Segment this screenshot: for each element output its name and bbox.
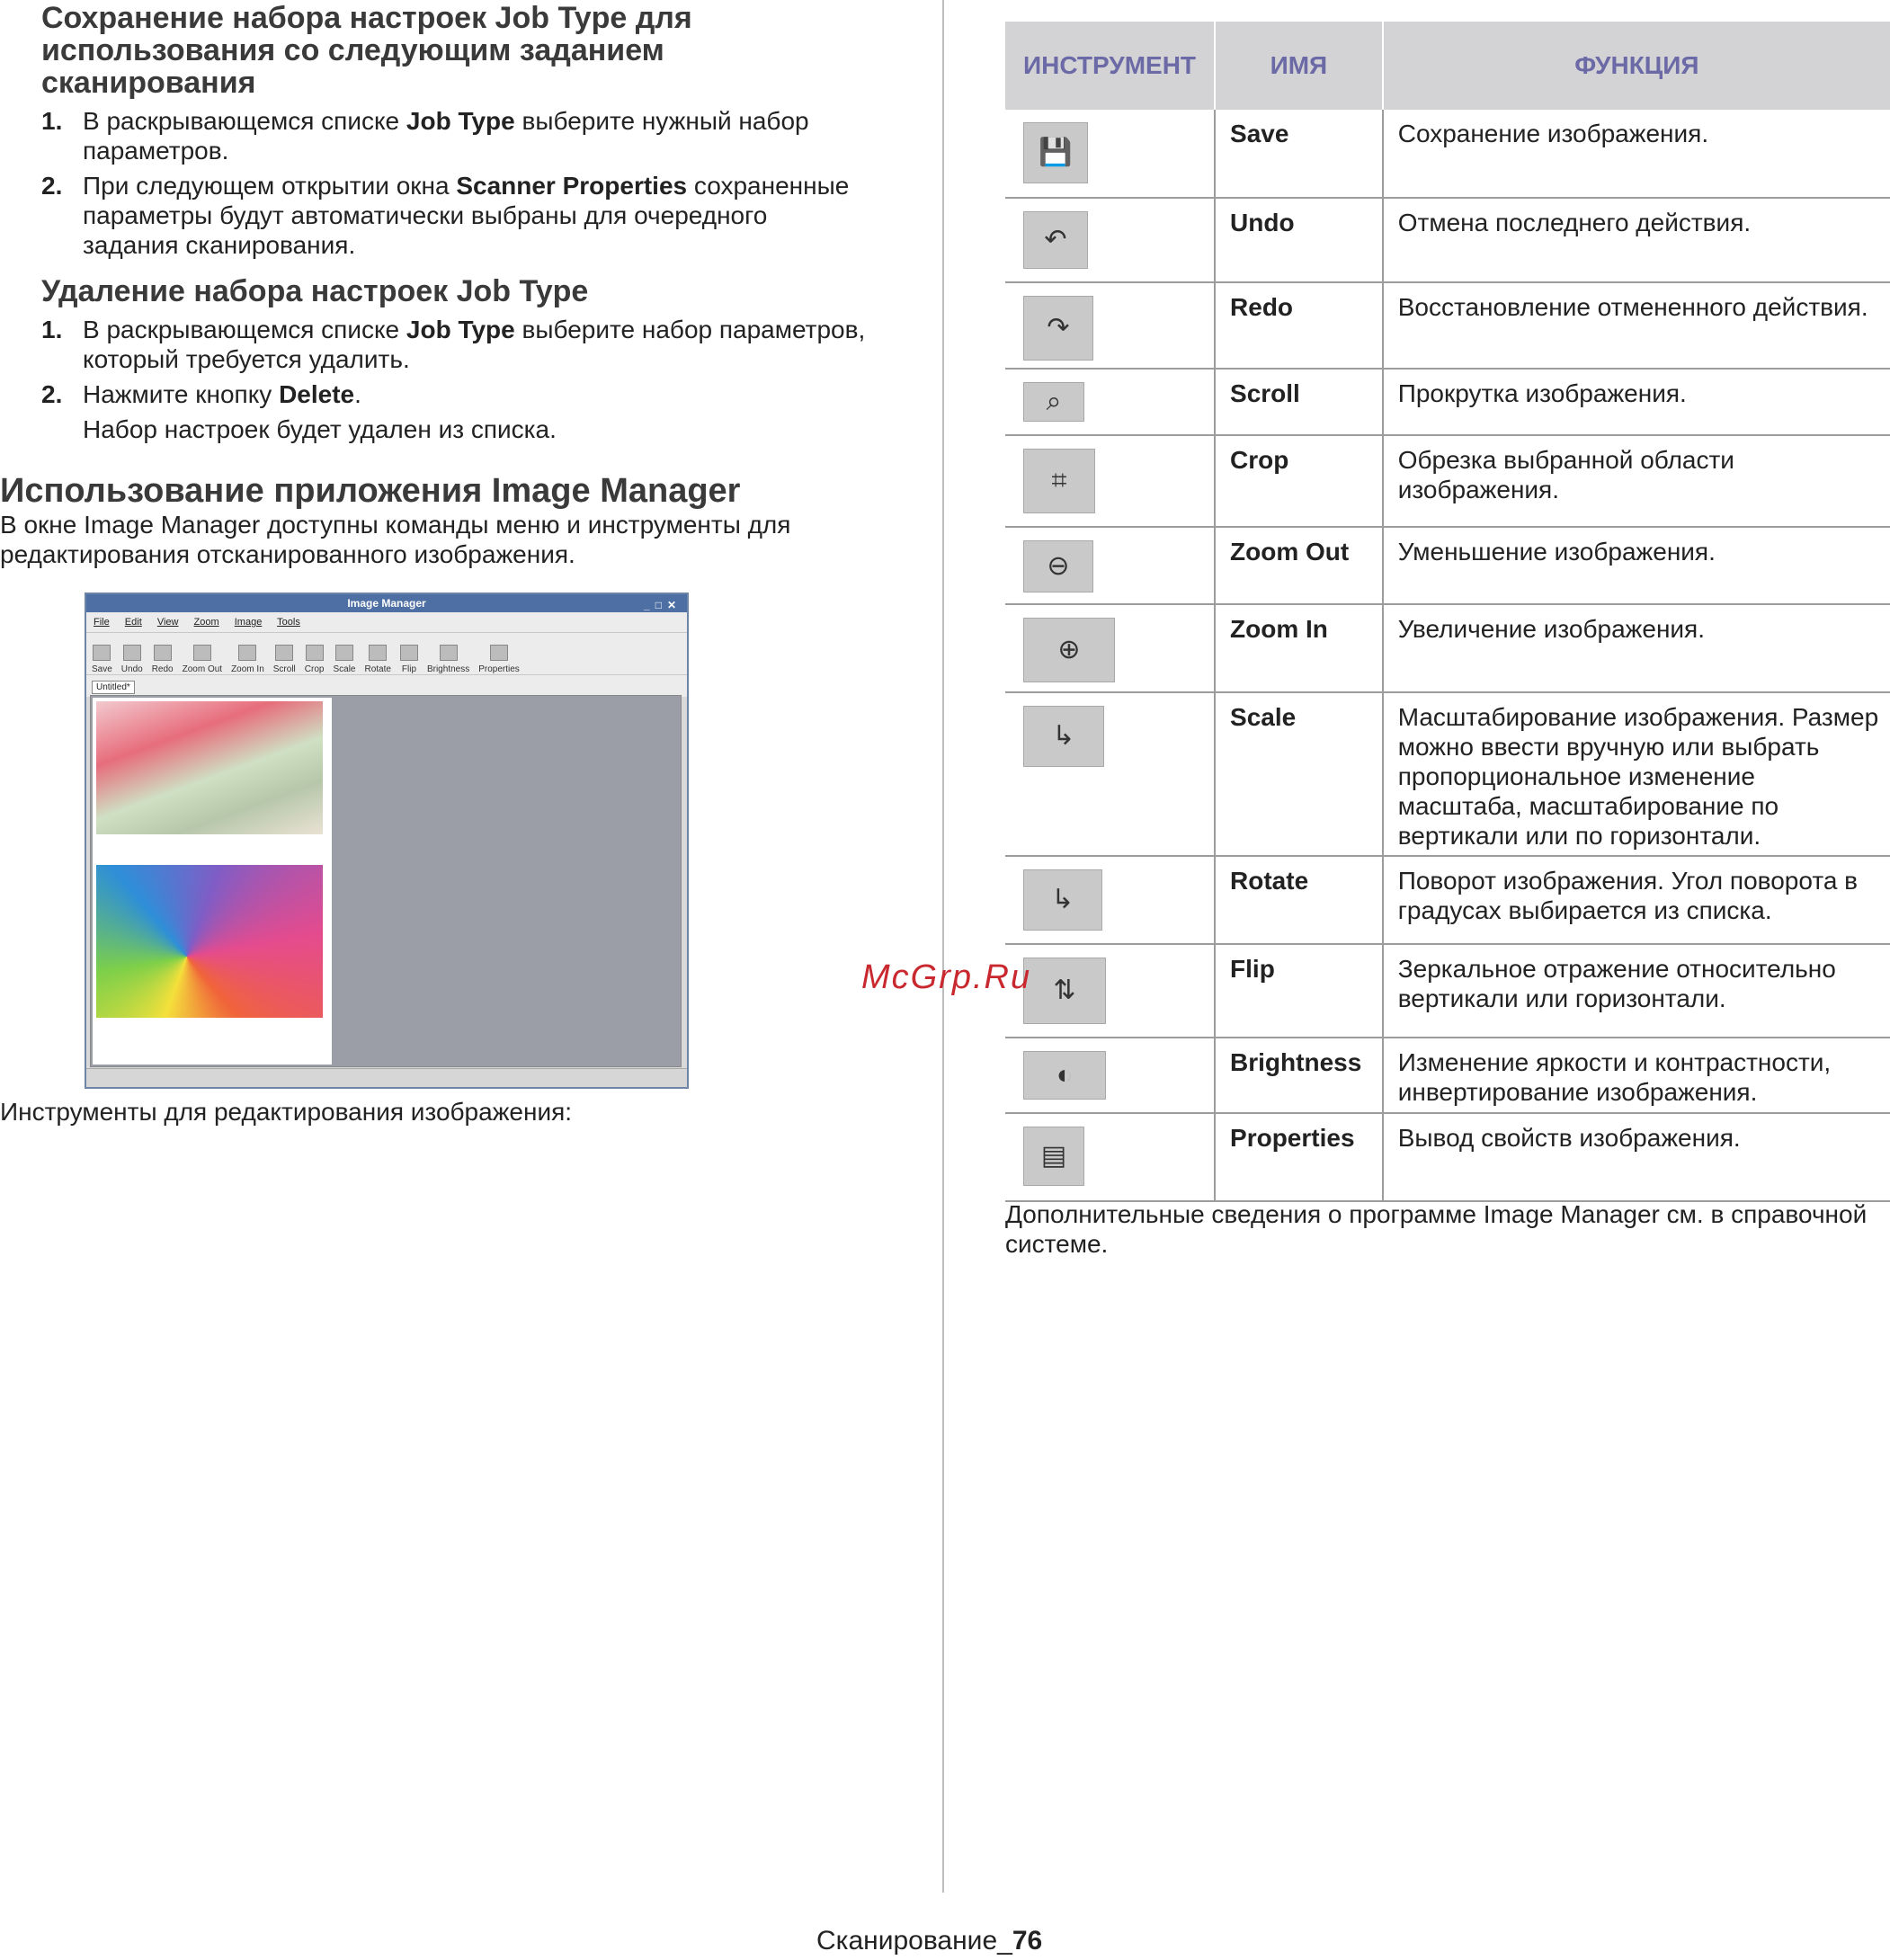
tools-table-row: [1005, 1113, 1890, 1201]
window-title: Image Manager: [347, 597, 426, 610]
tool-function: Восстановление отмененного действия.: [1383, 282, 1890, 369]
image-manager-intro: В окне Image Manager доступны команды меню и инструменты для редактирования отсканированного изображения.: [0, 511, 791, 568]
tool-icon-cell: [1005, 198, 1215, 282]
tool-function: Прокрутка изображения.: [1383, 369, 1890, 435]
tools-table-header: [1005, 22, 1890, 110]
tools-table-row: [1005, 527, 1890, 604]
tools-table: [1005, 22, 1890, 1202]
toolbar-scale-icon: [335, 645, 353, 661]
toolbar-scroll: Scroll: [273, 645, 296, 674]
delete-step-1: 1. В раскрывающемся списке Job Type выберите набор параметров, который требуется удалить.: [41, 316, 866, 373]
scale-icon: ↳: [1023, 706, 1104, 767]
menu-tools: Tools: [277, 617, 300, 628]
tool-name: Undo: [1215, 198, 1383, 282]
tool-name: Zoom Out: [1215, 527, 1383, 604]
tools-table-row: [1005, 282, 1890, 369]
flowers-cat-photo: [96, 701, 323, 834]
delete-step-2: 2. Нажмите кнопку Delete.: [41, 380, 361, 408]
window-statusbar: [86, 1068, 687, 1087]
tool-function: Изменение яркости и контрастности, инвертирование изображения.: [1383, 1038, 1890, 1113]
tool-name: Properties: [1215, 1113, 1383, 1201]
tools-table-row: [1005, 1038, 1890, 1113]
tool-icon-cell: [1005, 527, 1215, 604]
brightness-icon: ◐: [1023, 1051, 1106, 1100]
toolbar-save-icon: [93, 645, 111, 661]
tool-name: Brightness: [1215, 1038, 1383, 1113]
tool-name: Flip: [1215, 944, 1383, 1038]
save-job-type-heading: Сохранение набора настроек Job Type для использования со следующим заданием сканирования: [41, 1, 692, 100]
delete-steps-list: [41, 315, 869, 409]
image-canvas: [90, 695, 682, 1067]
save-icon: 💾: [1023, 122, 1088, 183]
tool-function: Вывод свойств изображения.: [1383, 1113, 1890, 1201]
delete-note: Набор настроек будет удален из списка.: [83, 415, 557, 443]
tool-function: Зеркальное отражение относительно вертикали или горизонтали.: [1383, 944, 1890, 1038]
window-toolbar: [86, 633, 687, 675]
tools-table-row: [1005, 856, 1890, 944]
toolbar-scroll-icon: [275, 645, 293, 661]
toolbar-redo-icon: [154, 645, 172, 661]
delete-job-type-heading: Удаление набора настроек Job Type: [41, 274, 589, 308]
crop-icon: ⌗: [1023, 449, 1095, 513]
tools-table-row: [1005, 604, 1890, 692]
toolbar-undo: Undo: [121, 645, 143, 674]
tool-function: Уменьшение изображения.: [1383, 527, 1890, 604]
window-menubar: [86, 612, 687, 633]
toolbar-rotate: Rotate: [364, 645, 390, 674]
window-titlebar: [86, 594, 687, 612]
delete-job-type-section: [41, 275, 869, 444]
zoom-in-icon: ⊕: [1023, 618, 1115, 682]
page-number: 76: [1012, 1926, 1043, 1956]
save-step-1: 1. В раскрывающемся списке Job Type выберите нужный набор параметров.: [41, 107, 809, 165]
scroll-icon: ⌕: [1023, 382, 1084, 422]
toolbar-zoom-out: Zoom Out: [183, 645, 222, 674]
tool-name: Zoom In: [1215, 604, 1383, 692]
tool-icon-cell: [1005, 1038, 1215, 1113]
tool-name: Save: [1215, 110, 1383, 198]
toolbar-scale: Scale: [333, 645, 355, 674]
tool-icon-cell: [1005, 1113, 1215, 1201]
tool-icon-cell: [1005, 369, 1215, 435]
save-step-2: 2. При следующем открытии окна Scanner Properties сохраненные параметры будут автоматически выбраны для очередного задания сканирования.: [41, 172, 850, 259]
page-footer: [816, 1926, 1042, 1956]
tool-name: Crop: [1215, 435, 1383, 527]
tool-name: Redo: [1215, 282, 1383, 369]
tools-table-row: [1005, 944, 1890, 1038]
flower-closeup-photo: [96, 865, 323, 1018]
menu-view: View: [156, 617, 179, 628]
tool-name: Rotate: [1215, 856, 1383, 944]
menu-file: File: [94, 617, 110, 628]
toolbar-rotate-icon: [369, 645, 387, 661]
toolbar-zoom-out-icon: [193, 645, 211, 661]
watermark: McGrp.Ru: [861, 958, 1032, 996]
tool-function: Масштабирование изображения. Размер можно ввести вручную или выбрать пропорциональное изменение масштаба, масштабирование по вертикали или по горизонтали.: [1383, 692, 1890, 856]
tool-icon-cell: [1005, 856, 1215, 944]
header-name: ИМЯ: [1215, 22, 1383, 110]
image-manager-section: [0, 472, 899, 569]
tool-icon-cell: [1005, 282, 1215, 369]
tool-icon-cell: [1005, 110, 1215, 198]
toolbar-undo-icon: [123, 645, 141, 661]
rotate-icon: ↳: [1023, 869, 1102, 931]
scanned-page: [93, 698, 332, 1065]
tool-function: Поворот изображения. Угол поворота в градусах выбирается из списка.: [1383, 856, 1890, 944]
window-controls-icon: _□✕: [644, 599, 682, 611]
undo-icon: ↶: [1023, 211, 1088, 269]
toolbar-properties-icon: [490, 645, 508, 661]
tool-icon-cell: [1005, 944, 1215, 1038]
footer-section: Сканирование_: [816, 1926, 1012, 1956]
redo-icon: ↷: [1023, 296, 1093, 361]
image-manager-screenshot: [85, 592, 689, 1089]
toolbar-crop-icon: [306, 645, 324, 661]
tool-function: Отмена последнего действия.: [1383, 198, 1890, 282]
toolbar-brightness: Brightness: [427, 645, 469, 674]
toolbar-flip-icon: [400, 645, 418, 661]
tools-table-row: [1005, 692, 1890, 856]
toolbar-crop: Crop: [305, 645, 325, 674]
tool-name: Scroll: [1215, 369, 1383, 435]
footnote: Дополнительные сведения о программе Image Manager см. в справочной системе.: [1005, 1200, 1868, 1258]
document-tab: Untitled*: [92, 681, 135, 694]
toolbar-zoom-in: Zoom In: [231, 645, 264, 674]
header-tool: ИНСТРУМЕНТ: [1005, 22, 1215, 110]
save-job-type-section: [41, 2, 869, 265]
toolbar-brightness-icon: [440, 645, 458, 661]
save-steps-list: [41, 106, 869, 260]
image-manager-heading: Использование приложения Image Manager: [0, 472, 741, 510]
tools-caption: Инструменты для редактирования изображения:: [0, 1098, 573, 1126]
tool-icon-cell: [1005, 435, 1215, 527]
flip-icon: ⇅: [1023, 958, 1106, 1024]
tools-table-row: [1005, 198, 1890, 282]
tool-icon-cell: [1005, 604, 1215, 692]
toolbar-flip: Flip: [400, 645, 418, 674]
zoom-out-icon: ⊖: [1023, 540, 1093, 592]
tool-icon-cell: [1005, 692, 1215, 856]
menu-image: Image: [234, 617, 263, 628]
tool-function: Обрезка выбранной области изображения.: [1383, 435, 1890, 527]
tools-table-row: [1005, 110, 1890, 198]
toolbar-save: Save: [92, 645, 112, 674]
tools-table-row: [1005, 435, 1890, 527]
properties-icon: ▤: [1023, 1127, 1084, 1186]
column-divider: [942, 0, 944, 1893]
toolbar-properties: Properties: [478, 645, 520, 674]
tools-table-row: [1005, 369, 1890, 435]
menu-edit: Edit: [124, 617, 142, 628]
tool-name: Scale: [1215, 692, 1383, 856]
toolbar-zoom-in-icon: [238, 645, 256, 661]
header-function: ФУНКЦИЯ: [1383, 22, 1890, 110]
toolbar-redo: Redo: [152, 645, 174, 674]
tool-function: Увеличение изображения.: [1383, 604, 1890, 692]
tools-table-body: [1005, 110, 1890, 1201]
tool-function: Сохранение изображения.: [1383, 110, 1890, 198]
document-tab-row: [86, 675, 687, 697]
menu-zoom: Zoom: [193, 617, 219, 628]
